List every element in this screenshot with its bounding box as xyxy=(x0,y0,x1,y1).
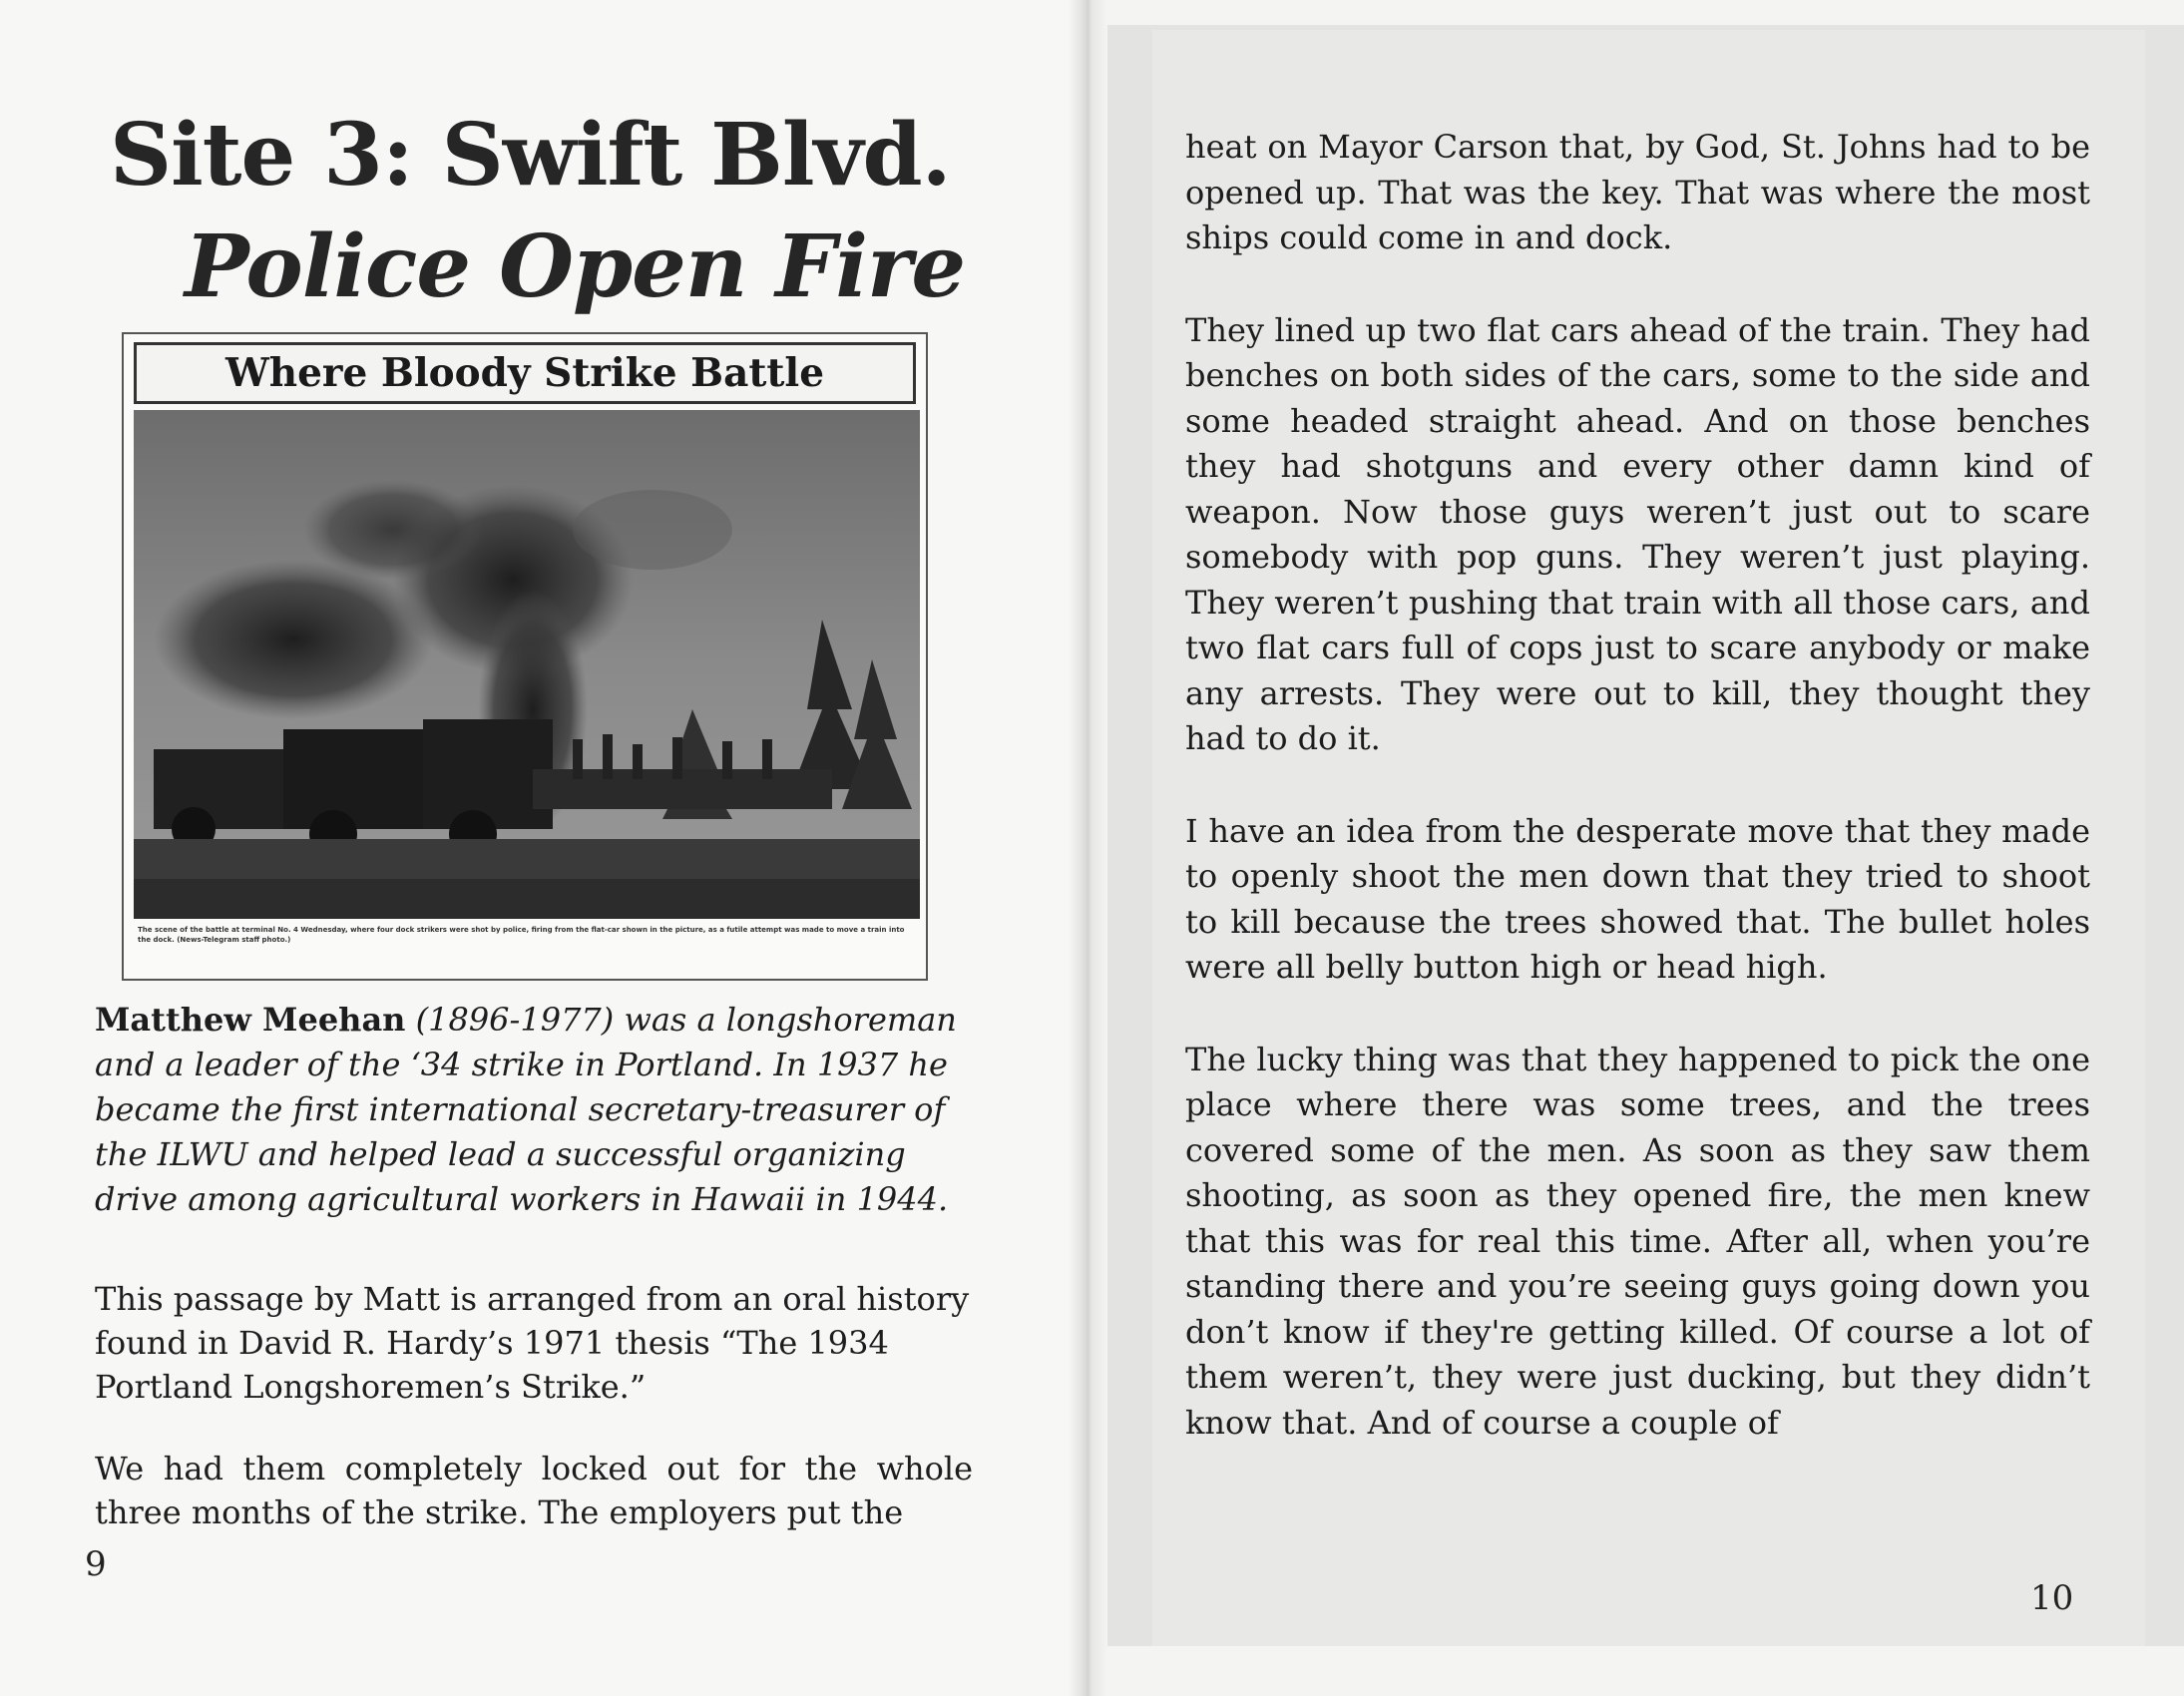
source-note: This passage by Matt is arranged from an oral history found in David R. Hardy’s 1971 thesis “The 1934 Portland Longshoremen’s Strike.” xyxy=(95,1280,970,1406)
paragraph: The lucky thing was that they happened to pick the one place where there was some trees, and the trees covered some of the men. As soon as they saw them shooting, as soon as they opened fire, the men knew that this was for real this time. After all, when you’re standing there and you’re seeing guys going down you don’t know if they're getting killed. Of course a lot of them weren’t, they were just ducking, but they didn’t know that. And of course a couple of xyxy=(1185,1040,2090,1442)
oral-history-paragraph: We had them completely locked out for the whole three months of the strike. The employers put the xyxy=(95,1450,973,1531)
title-line-subtitle: Police Open Fire xyxy=(185,216,966,317)
bio-name: Matthew Meehan xyxy=(95,1001,406,1039)
paragraph: heat on Mayor Carson that, by God, St. Johns had to be opened up. That was the key. That was where the most ships could come in and dock. xyxy=(1185,128,2090,256)
page-number-left: 9 xyxy=(85,1544,107,1584)
clipping-headline: Where Bloody Strike Battle xyxy=(134,342,916,404)
train-photo xyxy=(134,410,920,919)
newspaper-clipping xyxy=(122,332,928,981)
title-line-site: Site 3: Swift Blvd. xyxy=(110,105,951,206)
page-number-right: 10 xyxy=(2030,1578,2074,1618)
book-gutter xyxy=(1068,0,1107,1696)
biography-note xyxy=(95,998,973,1222)
bio-description: (1896-1977) was a longshoreman and a leader of the ‘34 strike in Portland. In 1937 he became the first international secretary-treasurer of the ILWU and helped lead a successful organizing drive among agricultural workers in Hawaii in 1944. xyxy=(95,1001,957,1218)
page-title xyxy=(110,100,988,323)
paragraph: I have an idea from the desperate move that they made to openly shoot the men down that they tried to shoot to kill because the trees showed that. The bullet holes were all belly button high or head high. xyxy=(1185,811,2090,986)
oral-history-continued xyxy=(1185,125,2090,1492)
clipping-caption: The scene of the battle at terminal No. 4 Wednesday, where four dock strikers were shot by police, firing from the flat-car shown in the picture, as a futile attempt was made to move a train into the dock. (News-Telegram staff photo.) xyxy=(138,926,905,944)
paragraph: They lined up two flat cars ahead of the train. They had benches on both sides of the cars, some to the side and some headed straight ahead. And on those benches they had shotguns and every other damn kind of weapon. Now those guys weren’t just out to scare somebody with pop guns. They weren’t just playing. They weren’t pushing that train with all those cars, and two flat cars full of cops just to scare anybody or make any arrests. They were out to kill, they thought they had to do it. xyxy=(1185,310,2090,757)
